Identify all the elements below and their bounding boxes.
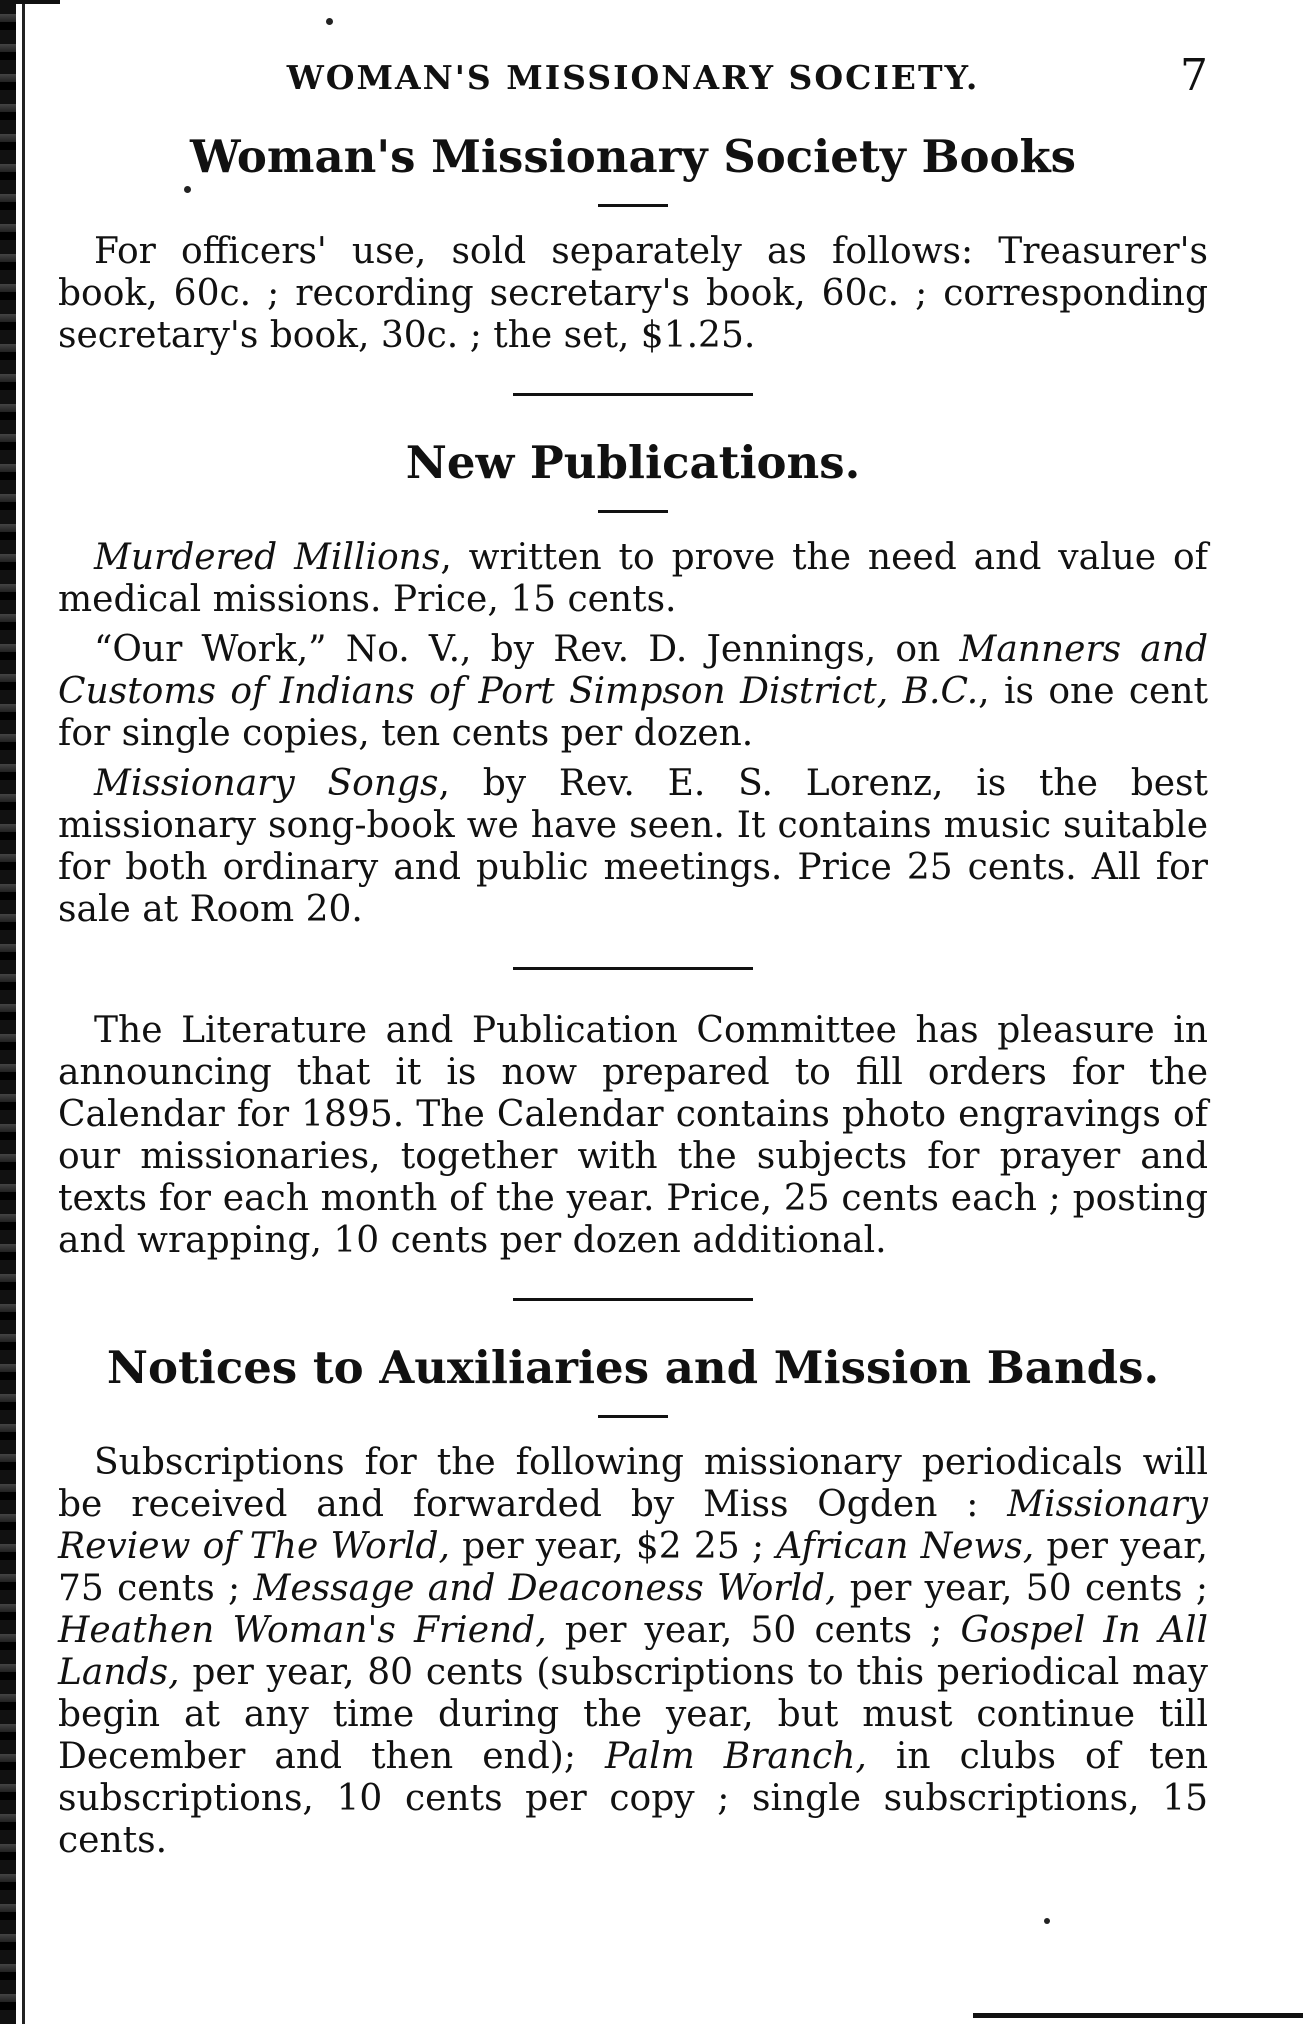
short-rule: [598, 1415, 668, 1418]
section-heading: New Publications.: [405, 436, 861, 489]
italic-title: Murdered Millions: [94, 537, 441, 578]
short-rule: [598, 204, 668, 207]
running-header: [58, 48, 1208, 108]
short-rule: [598, 510, 668, 513]
print-speck: [326, 18, 333, 25]
text-run: per year, $2 25 ;: [449, 1526, 777, 1567]
section-society-books: [58, 130, 1208, 357]
italic-title: African News,: [776, 1526, 1035, 1567]
section-notices: [58, 1341, 1208, 1862]
scan-edge-line: [22, 0, 25, 2024]
running-title: WOMAN'S MISSIONARY SOCIETY.: [286, 58, 980, 97]
paragraph: [58, 1442, 1208, 1862]
top-corner-rule: [0, 0, 60, 4]
italic-title: Palm Branch,: [605, 1736, 867, 1777]
text-run: “Our Work,” No. V., by Rev. D. Jennings, on: [94, 629, 960, 670]
section-heading: Woman's Missionary Society Books: [189, 130, 1077, 183]
paragraph: For officers' use, sold separately as follows: Treasurer's book, 60c. ; recording secretary's book, 60c. ; corresponding secretary's book, 30c. ; the set, $1.25.: [58, 231, 1208, 356]
section-divider: [513, 967, 753, 970]
italic-title: Missionary Review of The World,: [58, 1484, 1208, 1567]
italic-title: Gospel In All Lands,: [58, 1610, 1209, 1693]
text-run: per year, 80 cents (subscriptions to this periodical may begin at any time during the year, but must continue till December and then end);: [58, 1652, 1208, 1777]
page-number: 7: [1180, 50, 1208, 101]
section-calendar-notice: [58, 1010, 1208, 1262]
text-run: , by Rev. E. S. Lorenz, is the best missionary song-book we have seen. It contains music suitable for both ordinary and public meetings. Price 25 cents. All for sale at Room 20.: [58, 763, 1208, 930]
text-run: , written to prove the need and value of medical missions. Price, 15 cents.: [58, 537, 1208, 620]
scan-edge-bar: [0, 0, 16, 2024]
section-divider: [513, 393, 753, 396]
section-heading: Notices to Auxiliaries and Mission Bands.: [106, 1341, 1160, 1394]
paragraph: The Literature and Publication Committee has pleasure in announcing that it is now prepared to fill orders for the Calendar for 1895. The Calendar contains photo engravings of our missionaries, together with the subjects for prayer and texts for each month of the year. Price, 25 cents each ; posting and wrapping, 10 cents per dozen additional.: [58, 1010, 1208, 1261]
text-run: per year, 50 cents ;: [836, 1568, 1208, 1609]
italic-title: Message and Deaconess World,: [253, 1568, 837, 1609]
print-speck: [1044, 1918, 1050, 1924]
paragraph: [58, 629, 1208, 755]
section-new-publications: [58, 436, 1208, 931]
text-run: Subscriptions for the following missionary periodicals will be received and forwarded by Miss Ogden :: [58, 1442, 1208, 1525]
paragraph: [58, 763, 1208, 931]
book-page: [58, 48, 1208, 1862]
text-run: per year, 50 cents ;: [546, 1610, 961, 1651]
text-run: in clubs of ten subscriptions, 10 cents per copy ; single subscriptions, 15 cents.: [58, 1736, 1209, 1861]
bottom-corner-rule: [973, 2013, 1303, 2018]
section-divider: [513, 1298, 753, 1301]
paragraph: [58, 537, 1208, 621]
text-run: , is one cent for single copies, ten cents per dozen.: [58, 671, 1209, 754]
italic-title: Heathen Woman's Friend,: [58, 1610, 547, 1651]
text-run: per year, 75 cents ;: [58, 1526, 1209, 1609]
italic-title: Manners and Customs of Indians of Port Simpson District, B.C.: [58, 629, 1208, 712]
italic-title: Missionary Songs: [94, 763, 439, 804]
